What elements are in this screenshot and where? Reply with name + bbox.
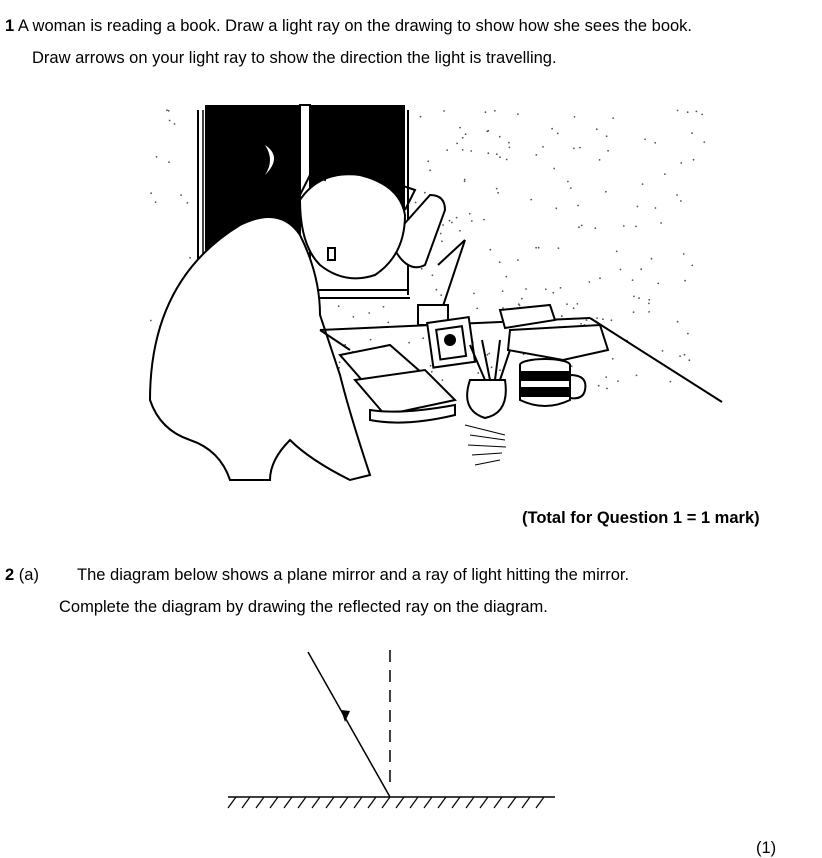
question-1-instruction: Draw arrows on your light ray to show the direction the light is travelling. xyxy=(32,49,557,67)
question-1-prompt: A woman is reading a book. Draw a light ray on the drawing to show how she sees the book. xyxy=(17,17,693,35)
jar-shadow xyxy=(465,425,506,465)
question-1-number: 1 xyxy=(5,17,15,35)
mug xyxy=(520,359,585,406)
question-2-prompt: The diagram below shows a plane mirror and a ray of light hitting the mirror. xyxy=(77,566,630,584)
pencil-jar xyxy=(467,340,510,418)
book-stack xyxy=(500,305,608,360)
photo-frame xyxy=(427,317,475,367)
question-2-instruction: Complete the diagram by drawing the reflected ray on the diagram. xyxy=(59,598,548,616)
question-2-heading xyxy=(5,565,39,585)
question-2-marks: (1) xyxy=(756,839,777,857)
question-2-part: (a) xyxy=(18,566,39,584)
question-1-total: (Total for Question 1 = 1 mark) xyxy=(522,509,760,527)
question-2-number: 2 xyxy=(5,566,15,584)
